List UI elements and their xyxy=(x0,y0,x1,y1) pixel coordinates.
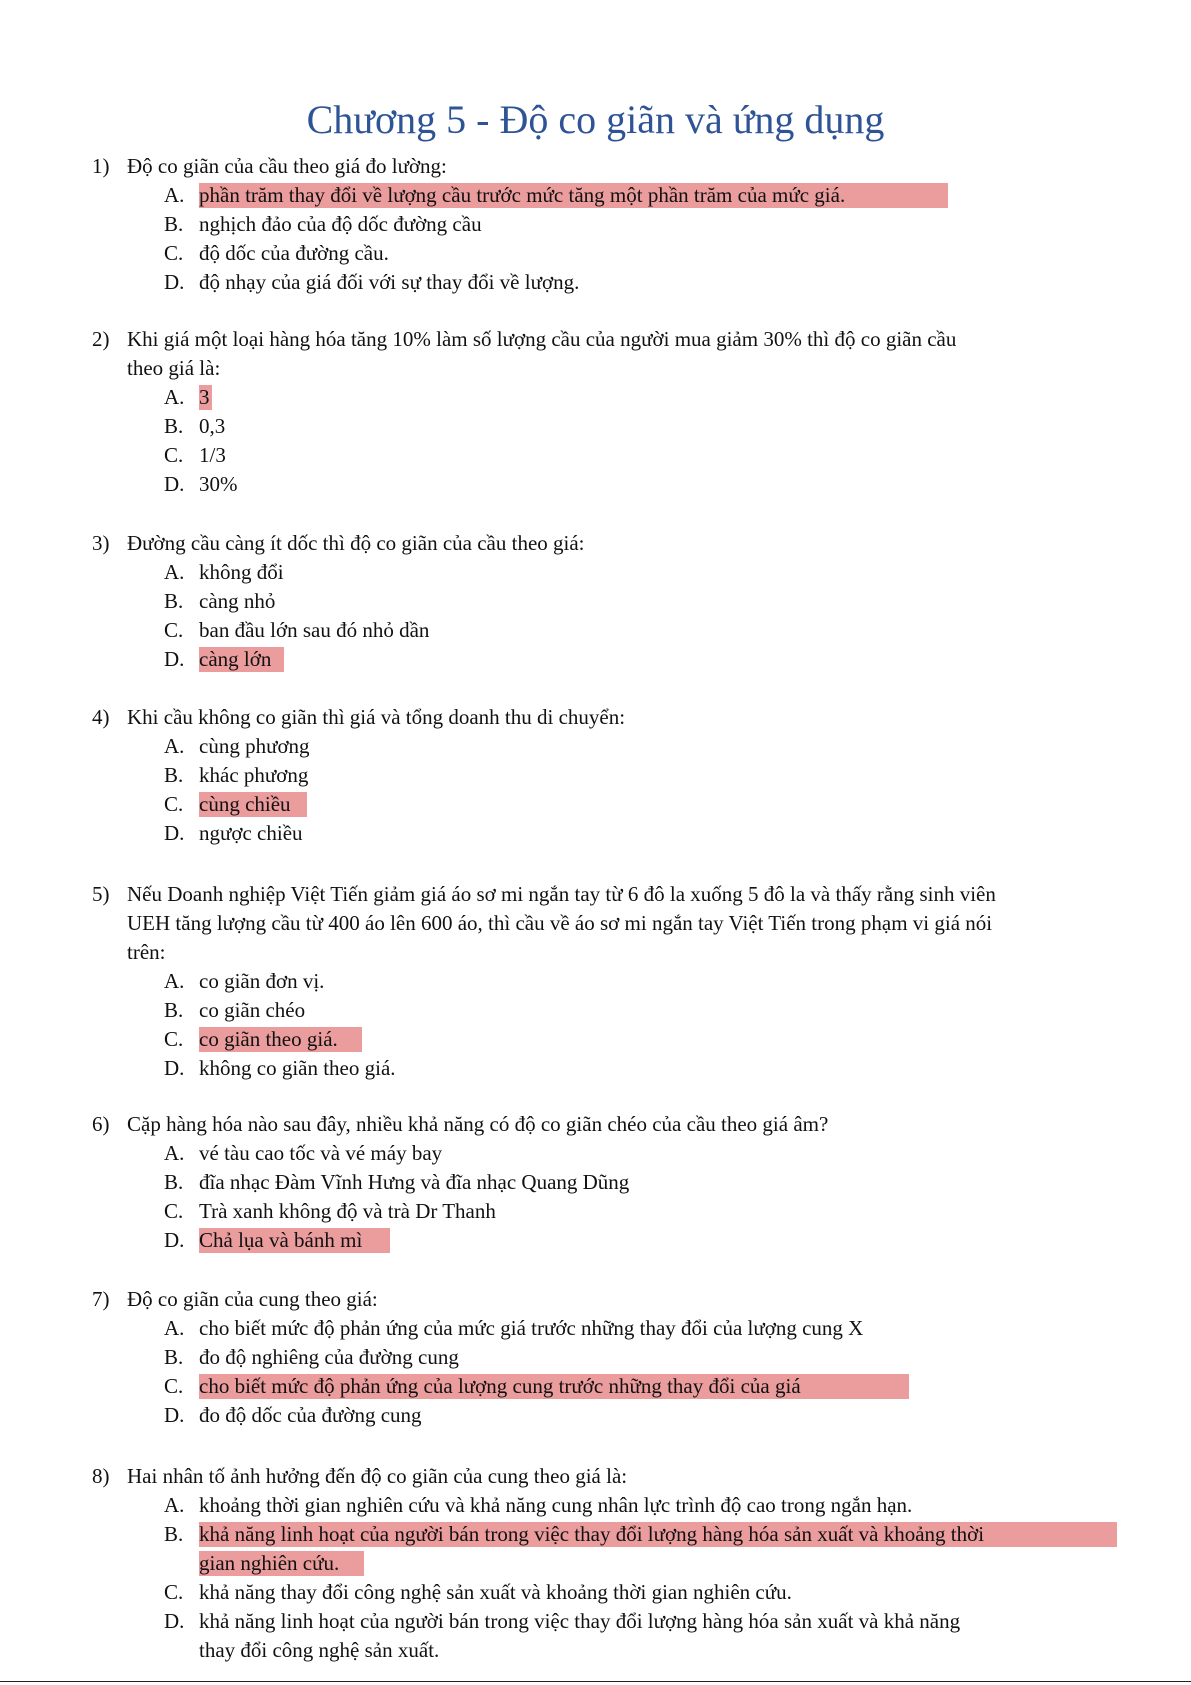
option-text: thay đổi công nghệ sản xuất. xyxy=(199,1638,440,1662)
option-letter: A. xyxy=(164,1493,185,1517)
option-text: ngược chiều xyxy=(199,821,303,845)
option-letter: A. xyxy=(164,385,185,409)
correct-option-text: càng lớn xyxy=(199,647,272,671)
option-letter: B. xyxy=(164,1522,184,1546)
option-text: cho biết mức độ phản ứng của mức giá trước những thay đổi của lượng cung X xyxy=(199,1316,864,1340)
option-letter: A. xyxy=(164,969,185,993)
option-letter: A. xyxy=(164,560,185,584)
correct-option-text: phần trăm thay đổi về lượng cầu trước mức tăng một phần trăm của mức giá. xyxy=(199,183,846,207)
question-text: theo giá là: xyxy=(127,356,221,380)
option-text: khả năng thay đổi công nghệ sản xuất và khoảng thời gian nghiên cứu. xyxy=(199,1580,792,1604)
option-text: nghịch đảo của độ dốc đường cầu xyxy=(199,212,482,236)
option-text: khác phương xyxy=(199,763,309,787)
option-text: đo độ dốc của đường cung xyxy=(199,1403,422,1427)
option-letter: C. xyxy=(164,1580,184,1604)
question-text: Nếu Doanh nghiệp Việt Tiến giảm giá áo sơ mi ngắn tay từ 6 đô la xuống 5 đô la và thấy rằng sinh viên xyxy=(127,882,996,906)
option-letter: D. xyxy=(164,647,185,671)
option-text: càng nhỏ xyxy=(199,589,276,613)
option-text: vé tàu cao tốc và vé máy bay xyxy=(199,1141,443,1165)
correct-option-text: 3 xyxy=(199,385,210,409)
correct-option-text: cùng chiều xyxy=(199,792,291,816)
option-text: Trà xanh không độ và trà Dr Thanh xyxy=(199,1199,496,1223)
question-text: Hai nhân tố ảnh hưởng đến độ co giãn của cung theo giá là: xyxy=(127,1464,628,1488)
question-number: 8) xyxy=(92,1464,110,1488)
option-text: 0,3 xyxy=(199,414,226,438)
option-letter: A. xyxy=(164,1316,185,1340)
option-letter: D. xyxy=(164,270,185,294)
question-text: Độ co giãn của cầu theo giá đo lường: xyxy=(127,154,447,178)
option-letter: A. xyxy=(164,183,185,207)
option-letter: B. xyxy=(164,1345,184,1369)
option-letter: D. xyxy=(164,1056,185,1080)
option-text: độ nhạy của giá đối với sự thay đổi về lượng. xyxy=(199,270,580,294)
question-number: 6) xyxy=(92,1112,110,1136)
correct-option-text: cho biết mức độ phản ứng của lượng cung trước những thay đổi của giá xyxy=(199,1374,801,1398)
option-letter: C. xyxy=(164,241,184,265)
option-letter: B. xyxy=(164,414,184,438)
option-text: co giãn đơn vị. xyxy=(199,969,325,993)
question-text: Đường cầu càng ít dốc thì độ co giãn của cầu theo giá: xyxy=(127,531,585,555)
option-letter: D. xyxy=(164,821,185,845)
question-number: 7) xyxy=(92,1287,110,1311)
option-letter: C. xyxy=(164,792,184,816)
option-text: đo độ nghiêng của đường cung xyxy=(199,1345,459,1369)
question-number: 4) xyxy=(92,705,110,729)
option-text: ban đầu lớn sau đó nhỏ dần xyxy=(199,618,430,642)
correct-option-text: Chả lụa và bánh mì xyxy=(199,1228,363,1252)
option-text: độ dốc của đường cầu. xyxy=(199,241,389,265)
option-letter: A. xyxy=(164,734,185,758)
question-number: 3) xyxy=(92,531,110,555)
option-text: co giãn chéo xyxy=(199,998,306,1022)
option-letter: D. xyxy=(164,1228,185,1252)
option-letter: D. xyxy=(164,1609,185,1633)
option-letter: C. xyxy=(164,443,184,467)
option-letter: C. xyxy=(164,1027,184,1051)
option-text: đĩa nhạc Đàm Vĩnh Hưng và đĩa nhạc Quang Dũng xyxy=(199,1170,630,1194)
option-letter: D. xyxy=(164,1403,185,1427)
correct-option-text: gian nghiên cứu. xyxy=(199,1551,340,1575)
question-number: 5) xyxy=(92,882,110,906)
option-letter: D. xyxy=(164,472,185,496)
question-text: trên: xyxy=(127,940,166,964)
option-text: 1/3 xyxy=(199,443,226,467)
option-letter: C. xyxy=(164,618,184,642)
question-text: Cặp hàng hóa nào sau đây, nhiều khả năng có độ co giãn chéo của cầu theo giá âm? xyxy=(127,1112,829,1136)
question-text: UEH tăng lượng cầu từ 400 áo lên 600 áo, thì cầu về áo sơ mi ngắn tay Việt Tiến trong phạm vi giá nói xyxy=(127,911,993,935)
bottom-rule xyxy=(0,1681,1191,1682)
page-title: Chương 5 - Độ co giãn và ứng dụng xyxy=(306,97,885,142)
option-letter: B. xyxy=(164,589,184,613)
option-text: 30% xyxy=(199,472,238,496)
option-letter: C. xyxy=(164,1374,184,1398)
option-letter: A. xyxy=(164,1141,185,1165)
option-letter: B. xyxy=(164,998,184,1022)
option-letter: B. xyxy=(164,212,184,236)
option-text: không co giãn theo giá. xyxy=(199,1056,396,1080)
question-number: 2) xyxy=(92,327,110,351)
option-text: khoảng thời gian nghiên cứu và khả năng cung nhân lực trình độ cao trong ngắn hạn. xyxy=(199,1493,913,1517)
option-text: cùng phương xyxy=(199,734,310,758)
option-letter: B. xyxy=(164,763,184,787)
question-text: Độ co giãn của cung theo giá: xyxy=(127,1287,378,1311)
option-letter: C. xyxy=(164,1199,184,1223)
option-letter: B. xyxy=(164,1170,184,1194)
question-number: 1) xyxy=(92,154,110,178)
question-text: Khi cầu không co giãn thì giá và tổng doanh thu di chuyển: xyxy=(127,705,626,729)
correct-option-text: khả năng linh hoạt của người bán trong việc thay đổi lượng hàng hóa sản xuất và khoảng thời xyxy=(199,1522,985,1546)
option-text: khả năng linh hoạt của người bán trong việc thay đổi lượng hàng hóa sản xuất và khả năng xyxy=(199,1609,961,1633)
option-text: không đổi xyxy=(199,560,284,584)
question-text: Khi giá một loại hàng hóa tăng 10% làm số lượng cầu của người mua giảm 30% thì độ co giãn cầu xyxy=(127,327,957,351)
correct-option-text: co giãn theo giá. xyxy=(199,1027,338,1051)
